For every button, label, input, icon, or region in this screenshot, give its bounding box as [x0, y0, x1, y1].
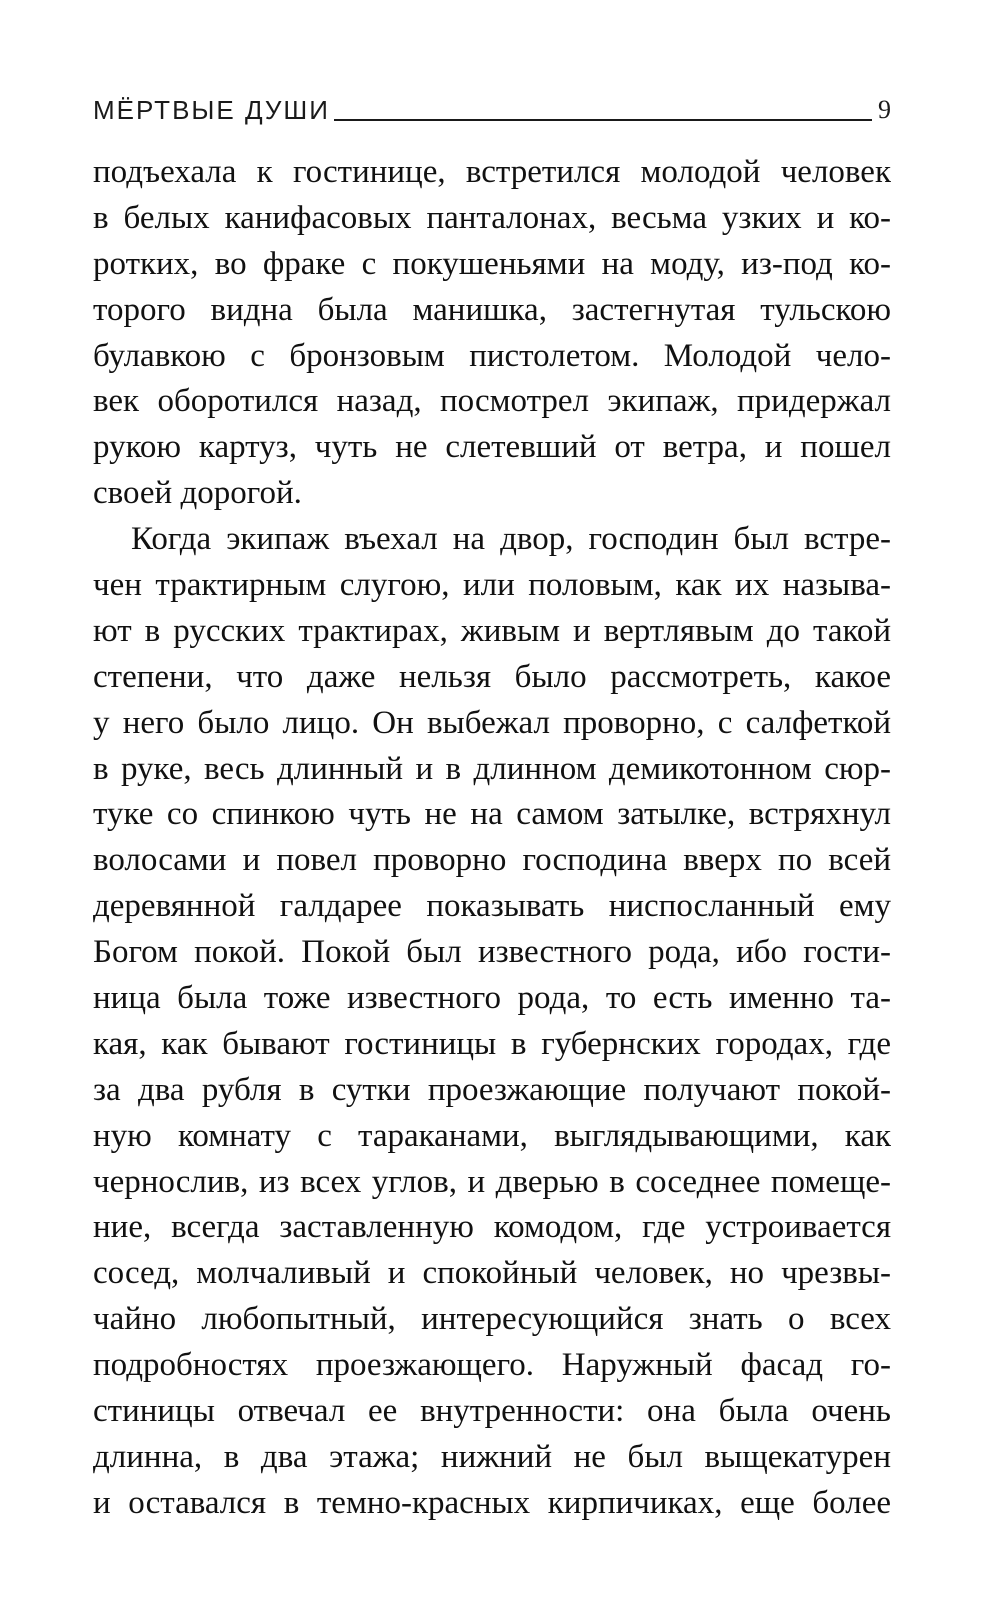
- text-line: ную комнату с тараканами, выглядывающими, как: [93, 1117, 891, 1154]
- text-line: ротких, во фраке с покушеньями на моду, из-под ко-: [93, 245, 891, 282]
- text-line: ница была тоже известного рода, то есть именно та-: [93, 980, 891, 1017]
- text-line: Богом покой. Покой был известного рода, ибо гости-: [93, 934, 891, 971]
- text-line: ют в русских трактирах, живым и вертлявым до такой: [93, 612, 891, 649]
- paragraph: [93, 150, 891, 517]
- text-line: булавкою с бронзовым пистолетом. Молодой чело-: [93, 337, 891, 374]
- text-line: волосами и повел проворно господина вверх по всей: [93, 842, 891, 879]
- text-line: чайно любопытный, интересующийся знать о всех: [93, 1301, 891, 1338]
- text-line: чернослив, из всех углов, и дверью в соседнее помеще-: [93, 1163, 891, 1200]
- text-line: подъехала к гостинице, встретился молодой человек: [93, 154, 891, 190]
- text-line: торого видна была манишка, застегнутая тульскою: [93, 291, 891, 328]
- text-line: деревянной галдарее показывать ниспосланный ему: [93, 888, 891, 925]
- text-line: туке со спинкою чуть не на самом затылке, встряхнул: [93, 796, 891, 833]
- text-line: век оборотился назад, посмотрел экипаж, придержал: [93, 383, 891, 420]
- text-line: за два рубля в сутки проезжающие получают покой-: [93, 1071, 891, 1108]
- text-line: степени, что даже нельзя было рассмотреть, какое: [93, 658, 891, 695]
- text-line: чен трактирным слугою, или половым, как их называ-: [93, 567, 891, 604]
- text-line: своей дорогой.: [93, 475, 302, 512]
- text-line: в руке, весь длинный и в длинном демикотонном сюр-: [93, 750, 891, 787]
- text-line: и оставался в темно-красных кирпичиках, еще более: [93, 1484, 891, 1521]
- text-line: стиницы отвечал ее внутренности: она была очень: [93, 1393, 891, 1430]
- text-line: у него было лицо. Он выбежал проворно, с салфеткой: [93, 704, 891, 741]
- running-header: [93, 92, 891, 124]
- body-text: [93, 150, 891, 1527]
- text-line: ние, всегда заставленную комодом, где устроивается: [93, 1209, 891, 1246]
- text-line: кая, как бывают гостиницы в губернских городах, где: [93, 1025, 891, 1062]
- text-line: подробностях проезжающего. Наружный фасад го-: [93, 1347, 891, 1384]
- text-line: рукою картуз, чуть не слетевший от ветра, и пошел: [93, 429, 891, 466]
- text-line: длинна, в два этажа; нижний не был выщекатурен: [93, 1438, 891, 1475]
- text-line: сосед, молчаливый и спокойный человек, но чрезвы-: [93, 1255, 891, 1292]
- running-title: МЁРТВЫЕ ДУШИ: [93, 95, 330, 125]
- page-number: 9: [878, 95, 891, 124]
- header-rule: [334, 119, 872, 121]
- text-line: Когда экипаж въехал на двор, господин был встре-: [131, 521, 891, 558]
- text-line: в белых канифасовых панталонах, весьма узких и ко-: [93, 199, 891, 236]
- paragraph: [93, 517, 891, 1527]
